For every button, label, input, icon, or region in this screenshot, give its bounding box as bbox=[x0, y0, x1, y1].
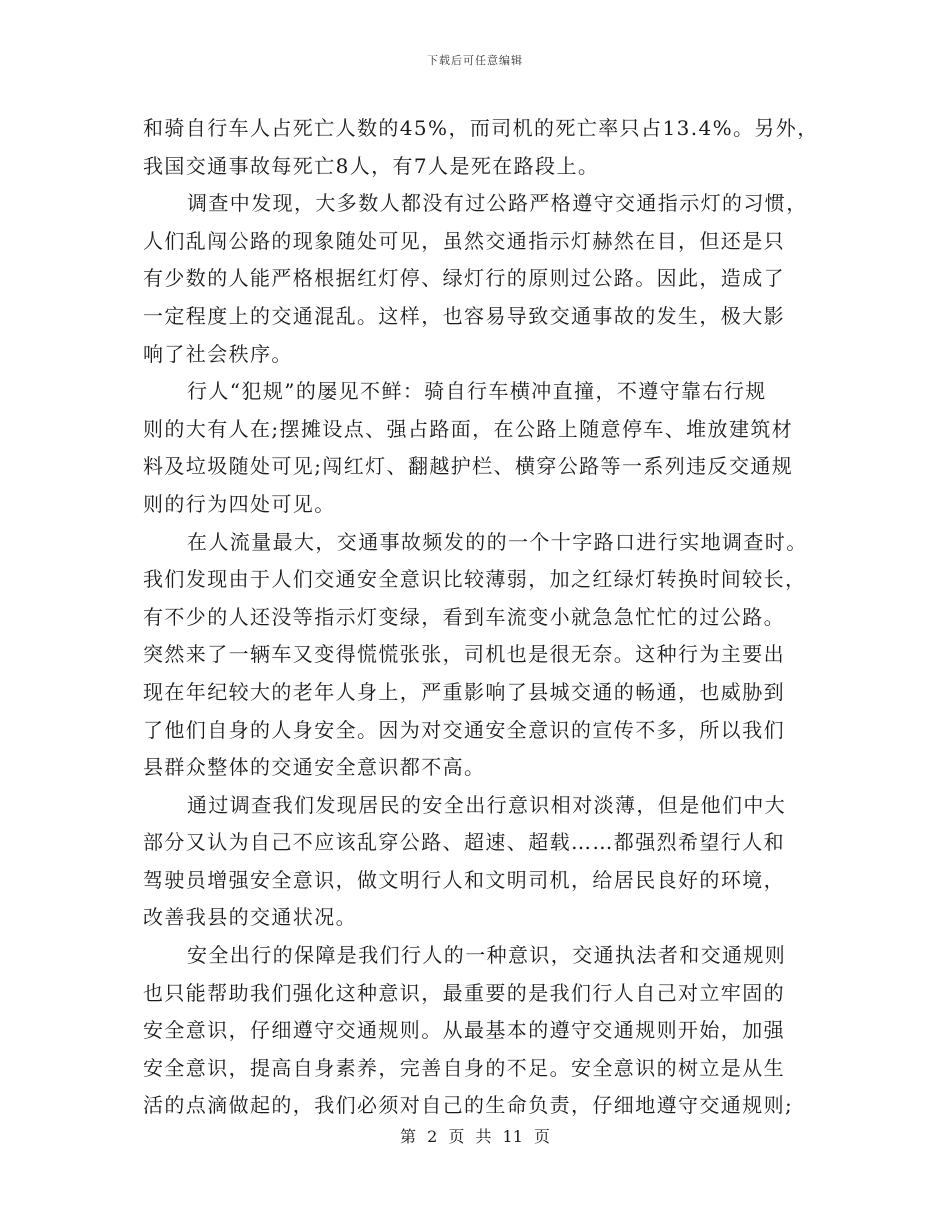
paragraph bbox=[143, 524, 811, 787]
text-line: 县群众整体的交通安全意识都不高。 bbox=[143, 755, 486, 780]
text-line: 则的行为四处可见。 bbox=[143, 491, 336, 516]
paragraph bbox=[143, 110, 819, 185]
text-line: 安全意识，仔细遵守交通规则。从最基本的遵守交通规则开始，加强 bbox=[143, 1018, 785, 1043]
paragraph bbox=[143, 787, 811, 937]
text-line: 安全出行的保障是我们行人的一种意识，交通执法者和交通规则 bbox=[187, 943, 787, 968]
document-body bbox=[143, 110, 819, 1125]
text-line: 活的点滴做起的，我们必须对自己的生命负责，仔细地遵守交通规则; bbox=[143, 1093, 794, 1118]
text-line: 行人“犯规”的屡见不鲜：骑自行车横冲直撞，不遵守靠右行规 bbox=[187, 379, 767, 404]
paragraph bbox=[143, 373, 811, 523]
text-line: 现在年纪较大的老年人身上，严重影响了县城交通的畅通，也威胁到 bbox=[143, 679, 785, 704]
page-header: 下载后可任意编辑 bbox=[427, 54, 523, 67]
text-line: 则的大有人在;摆摊设点、强占路面，在公路上随意停车、堆放建筑材 bbox=[143, 416, 794, 441]
text-line: 我国交通事故每死亡8人，有7人是死在路段上。 bbox=[143, 153, 600, 178]
page-number: 第 2 页 共 11 页 bbox=[400, 1127, 550, 1146]
text-line: 有少数的人能严格根据红灯停、绿灯行的原则过公路。因此，造成了 bbox=[143, 266, 785, 291]
text-line: 人们乱闯公路的现象随处可见，虽然交通指示灯赫然在目，但还是只 bbox=[143, 228, 785, 253]
text-line: 响了社会秩序。 bbox=[143, 341, 293, 366]
text-line: 部分又认为自己不应该乱穿公路、超速、超载……都强烈希望行人和 bbox=[143, 830, 785, 855]
text-line: 有不少的人还没等指示灯变绿，看到车流变小就急急忙忙的过公路。 bbox=[143, 604, 785, 629]
text-line: 料及垃圾随处可见;闯红灯、翻越护栏、横穿公路等一系列违反交通规 bbox=[143, 454, 794, 479]
text-line: 和骑自行车人占死亡人数的45%，而司机的死亡率只占13.4%。另外， bbox=[143, 116, 819, 140]
text-line: 安全意识，提高自身素养，完善自身的不足。安全意识的树立是从生 bbox=[143, 1055, 785, 1080]
text-line: 通过调查我们发现居民的安全出行意识相对淡薄，但是他们中大 bbox=[187, 792, 787, 817]
paragraph bbox=[143, 185, 811, 373]
text-line: 了他们自身的人身安全。因为对交通安全意识的宣传不多，所以我们 bbox=[143, 717, 785, 742]
paragraph bbox=[143, 937, 811, 1125]
text-line: 改善我县的交通状况。 bbox=[143, 905, 357, 930]
text-line: 也只能帮助我们强化这种意识，最重要的是我们行人自己对立牢固的 bbox=[143, 980, 785, 1005]
text-line: 我们发现由于人们交通安全意识比较薄弱，加之红绿灯转换时间较长， bbox=[143, 567, 807, 592]
text-line: 调查中发现，大多数人都没有过公路严格遵守交通指示灯的习惯， bbox=[187, 191, 808, 216]
text-line: 突然来了一辆车又变得慌慌张张，司机也是很无奈。这种行为主要出 bbox=[143, 642, 785, 667]
text-line: 驾驶员增强安全意识，做文明行人和文明司机，给居民良好的环境， bbox=[143, 867, 785, 892]
text-line: 在人流量最大，交通事故频发的的一个十字路口进行实地调查时。 bbox=[187, 529, 808, 554]
text-line: 一定程度上的交通混乱。这样，也容易导致交通事故的发生，极大影 bbox=[143, 303, 785, 328]
